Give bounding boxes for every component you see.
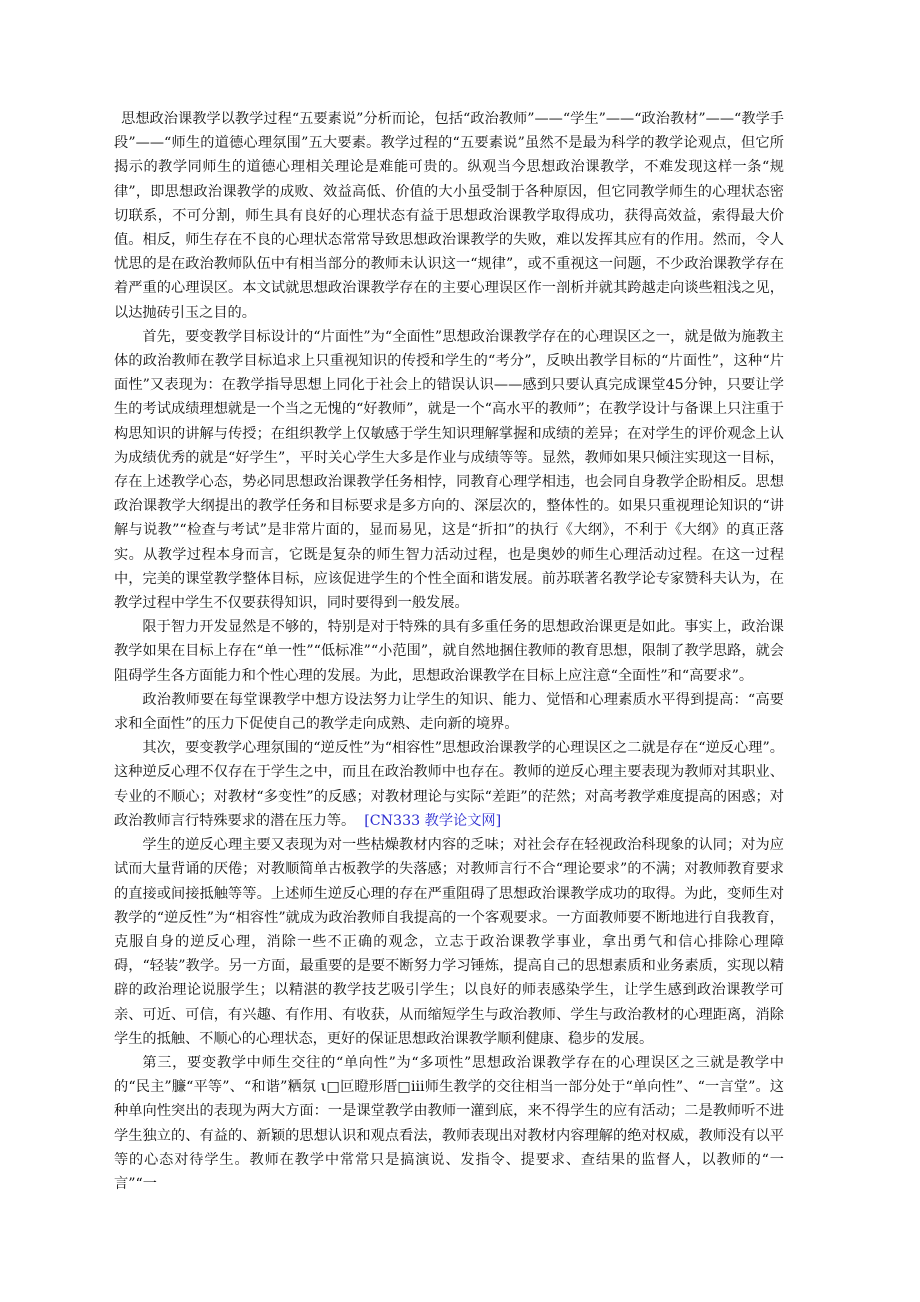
paragraph-first-misconception: 首先，要变教学目标设计的“片面性”为“全面性”思想政治课教学存在的心理误区之一，就是做为施教主体的政治教师在教学目标追求上只重视知识的传授和学生的“考分”，反映出教学目标的“片面性”，这种“片面性”又表现为：在教学指导思想上同化于社会上的错误认识——感到只要认真完成课堂45分钟，只要让学生的考试成绩理想就是一个当之无愧的“好教师”，就是一个“高水平的教师”；在教学设计与备课上只注重于构思知识的讲解与传授；在组织教学上仅敏感于学生知识理解掌握和成绩的差异；在对学生的评价观念上认为成绩优秀的就是“好学生”，平时关心学生大多是作业与成绩等等。显然，教师如果只倾注实现这一目标，存在上述教学心态，势必同思想政治课教学任务相悖，同教育心理学相违，也会同自身教学企盼相反。思想政治课教学大纲提出的教学任务和目标要求是多方向的、深层次的，整体性的。如果只重视理论知识的“讲解与说教”“检查与考试”是非常片面的，显而易见，这是“折扣”的执行《大纲》，不利于《大纲》的真正落实。从教学过程本身而言，它既是复杂的师生智力活动过程，也是奥妙的师生心理活动过程。在这一过程中，完美的课堂教学整体目标，应该促进学生的个性全面和谐发展。前苏联著名教学论专家赞科夫认为，在教学过程中学生不仅要获得知识，同时要得到一般发展。 xyxy=(114,328,784,612)
paragraph-teacher-requirements: 政治教师要在每堂课教学中想方设法努力让学生的知识、能力、觉悟和心理素质水平得到提高：“高要求和全面性”的压力下促使自己的教学走向成熟、走向新的境界。 xyxy=(114,691,784,733)
paragraph-student-reversal: 学生的逆反心理主要又表现为对一些枯燥教材内容的乏味；对社会存在轻视政治科现象的认同；对为应试而大量背诵的厌倦；对教顺简单古板教学的失落感；对教师言行不合“理论要求”的不满；对教师教育要求的直接或间接抵触等等。上述师生逆反心理的存在严重阻碍了思想政治课教学成功的取得。为此，变师生对教学的“逆反性”为“相容性”就成为政治教师自我提高的一个客观要求。一方面教师要不断地进行自我教育，克服自身的逆反心理，消除一些不正确的观念，立志于政治课教学事业，拿出勇气和信心排除心理障碍，“轻装”教学。另一方面，最重要的是要不断努力学习锤炼，提高自己的思想素质和业务素质，实现以精辟的政治理论说服学生；以精湛的教学技艺吸引学生；以良好的师表感染学生，让学生感到政治课教学可亲、可近、可信，有兴趣、有作用、有收获，从而缩短学生与政治教师、学生与政治教材的心理距离，消除学生的抵触、不顺心的心理状态，更好的保证思想政治课教学顺利健康、稳步的发展。 xyxy=(114,837,784,1047)
paragraph-second-text: 其次，要变教学心理氛围的“逆反性”为“相容性”思想政治课教学的心理误区之二就是存在“逆反心理”。这种逆反心理不仅存在于学生之中，而且在政治教师中也存在。教师的逆反心理主要表现为教师对其职业、专业的不顺心；对教材“多变性”的反感；对教材理论与实际“差距”的茫然；对高考教学难度提高的困惑；对政治教师言行特殊要求的潜在压力等。 xyxy=(114,740,784,829)
paragraph-intro: 思想政治课教学以教学过程“五要素说”分析而论，包括“政治教师”——“学生”——“政治教材”——“教学手段”——“师生的道德心理氛围”五大要素。教学过程的“五要素说”虽然不是最为科学的教学论观点，但它所揭示的教学同师生的道德心理相关理论是难能可贵的。纵观当今思想政治课教学，不难发现这样一条“规律”，即思想政治课教学的成败、效益高低、价值的大小虽受制于各种原因，但它同教学师生的心理状态密切联系，不可分割，师生具有良好的心理状态有益于思想政治课教学取得成功，获得高效益，索得最大价值。相反，师生存在不良的心理状态常常导致思想政治课教学的失败，难以发挥其应有的作用。然而，令人忧思的是在政治教师队伍中有相当部分的教师未认识这一“规律”，或不重视这一问题，不少政治课教学存在着严重的心理误区。本文试就思想政治课教学存在的主要心理误区作一剖析并就其跨越走向谈些粗浅之见，以达抛砖引玉之目的。 xyxy=(114,111,784,321)
paragraph-intelligence: 限于智力开发显然是不够的，特别是对于特殊的具有多重任务的思想政治课更是如此。事实上，政治课教学如果在目标上存在“单一性”“低标准”“小范围”，就自然地捆住教师的教育思想，限制了教学思路，就会阻碍学生各方面能力和个性心理的发展。为此，思想政治课教学在目标上应注意“全面性”和“高要求”。 xyxy=(114,619,784,684)
article-body xyxy=(114,107,784,1196)
source-link[interactable]: [CN333 教学论文网] xyxy=(364,812,502,829)
paragraph-second-misconception xyxy=(114,736,784,833)
paragraph-third-misconception: 第三，要变教学中师生交往的“单向性”为“多项性”思想政治课教学存在的心理误区之三就是教学中的“民主”臁“平等”、“和谐”粞氛 ι□叵瞪形厝□iii师生教学的交往相当一部分处于“单向性”、“一言堂”。这种单向性突出的表现为两大方面：一是课堂教学由教师一灌到底，来不得学生的应有活动；二是教师听不进学生独立的、有益的、新颖的思想认识和观点看法，教师表现出对教材内容理解的绝对权威，教师没有以平等的心态对待学生。教师在教学中常常只是搞演说、发指令、提要求、查结果的监督人，以教师的“一言”“一 xyxy=(114,1054,784,1192)
